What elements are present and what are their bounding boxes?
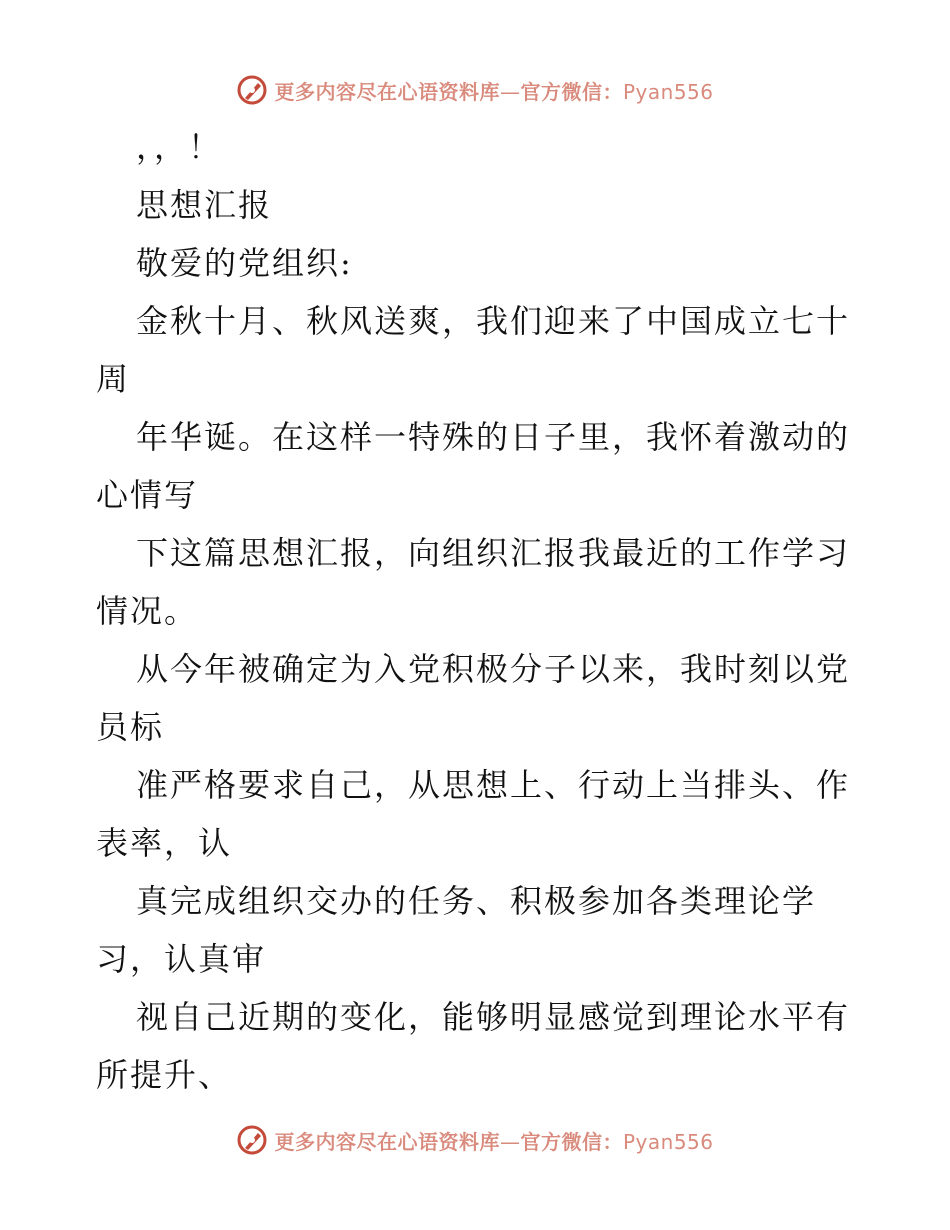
text-line: 年华诞。在这样一特殊的日子里，我怀着激动的 xyxy=(136,418,851,456)
text-line: 金秋十月、秋风送爽，我们迎来了中国成立七十 xyxy=(136,302,851,340)
pen-circle-icon xyxy=(236,74,268,106)
text-line: 视自己近期的变化，能够明显感觉到理论水平有 xyxy=(136,998,851,1036)
text-line: 真完成组织交办的任务、积极参加各类理论学 xyxy=(136,882,817,920)
text-line: 周 xyxy=(96,360,131,398)
text-line: 下这篇思想汇报，向组织汇报我最近的工作学习 xyxy=(136,534,851,572)
header-watermark xyxy=(0,70,950,110)
text-line: 所提升、 xyxy=(96,1056,233,1094)
pen-circle-icon xyxy=(236,1124,268,1156)
footer-watermark xyxy=(0,1120,950,1160)
watermark-text: 更多内容尽在心语资料库—官方微信：Pyan556 xyxy=(274,1129,714,1154)
text-line: 准严格要求自己，从思想上、行动上当排头、作 xyxy=(136,766,851,804)
text-line: 心情写 xyxy=(96,476,199,514)
text-line: 员标 xyxy=(96,708,165,746)
watermark-text: 更多内容尽在心语资料库—官方微信：Pyan556 xyxy=(274,79,714,104)
text-line: 表率，认 xyxy=(96,824,233,862)
text-line: 敬爱的党组织: xyxy=(136,244,353,282)
text-line: 情况。 xyxy=(96,592,199,630)
text-line: ，，！ xyxy=(136,128,223,166)
text-line: 思想汇报 xyxy=(136,186,273,224)
document-body xyxy=(96,118,852,1104)
text-line: 从今年被确定为入党积极分子以来，我时刻以党 xyxy=(136,650,851,688)
text-line: 习，认真审 xyxy=(96,940,267,978)
